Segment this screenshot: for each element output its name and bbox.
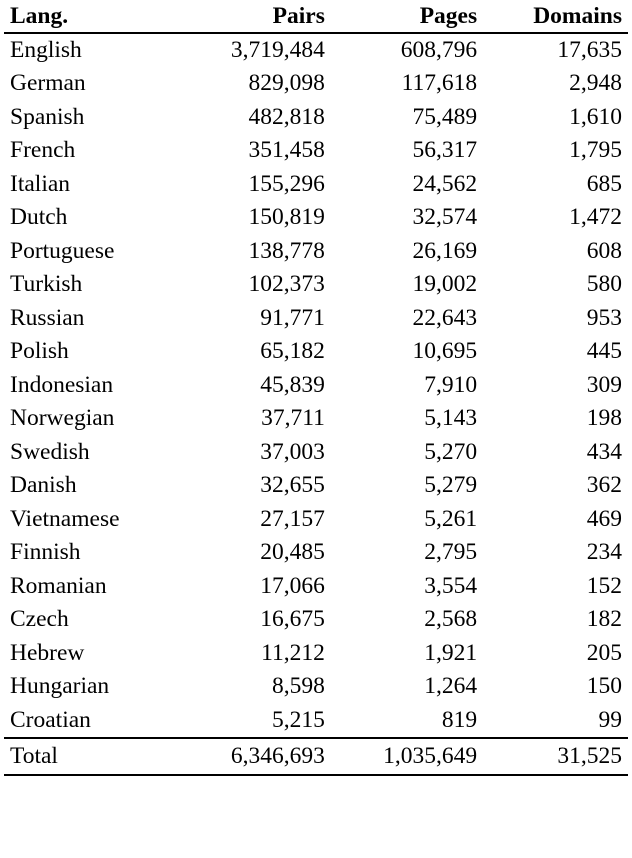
cell-domains-total: 31,525 xyxy=(483,738,628,774)
cell-lang: Vietnamese xyxy=(10,505,120,532)
cell-lang: Polish xyxy=(10,338,69,364)
cell-lang: Romanian xyxy=(10,572,107,599)
table-header xyxy=(4,0,628,33)
table-row xyxy=(4,469,628,503)
cell-domains: 2,948 xyxy=(569,70,622,96)
cell-pairs: 37,003 xyxy=(260,438,325,465)
cell-domains: 445 xyxy=(586,338,622,364)
cell-pages: 10,695 xyxy=(412,338,478,364)
table-row xyxy=(4,603,628,637)
cell-lang: German xyxy=(10,70,86,96)
cell-domains: 150 xyxy=(586,673,622,699)
table-row xyxy=(4,67,628,101)
table-row xyxy=(4,101,628,135)
cell-domains: 608 xyxy=(586,237,622,264)
cell-domains: 309 xyxy=(586,371,622,398)
table-row xyxy=(4,503,628,537)
cell-domains: 1,472 xyxy=(569,204,622,230)
cell-domains: 152 xyxy=(586,572,622,599)
cell-pairs: 11,212 xyxy=(261,639,325,666)
cell-pages: 26,169 xyxy=(412,237,478,264)
table-bottom-rule xyxy=(4,774,628,776)
cell-domains: 469 xyxy=(586,505,622,532)
cell-lang: Russian xyxy=(10,304,85,331)
cell-domains: 17,635 xyxy=(557,36,622,63)
table-row xyxy=(4,637,628,671)
table-row xyxy=(4,670,628,704)
cell-lang: Czech xyxy=(10,606,69,632)
column-header-pages: Pages xyxy=(331,0,483,33)
table-row xyxy=(4,201,628,235)
cell-lang: Hebrew xyxy=(10,639,85,666)
cell-lang: Norwegian xyxy=(10,405,115,431)
table-row xyxy=(4,536,628,570)
cell-pages: 22,643 xyxy=(412,304,478,331)
table-total-row xyxy=(4,738,628,774)
table-row xyxy=(4,335,628,369)
cell-pairs: 32,655 xyxy=(260,472,325,498)
cell-lang: Italian xyxy=(10,170,71,197)
language-statistics-table xyxy=(4,0,628,774)
cell-pairs: 65,182 xyxy=(260,338,325,364)
cell-pairs: 5,215 xyxy=(271,706,325,733)
cell-lang-total: Total xyxy=(4,738,179,774)
cell-pages: 56,317 xyxy=(412,137,478,163)
cell-pairs: 155,296 xyxy=(248,170,325,197)
cell-pages-total: 1,035,649 xyxy=(331,738,483,774)
cell-domains: 434 xyxy=(586,438,622,465)
cell-pages: 19,002 xyxy=(412,271,478,297)
cell-pages: 2,568 xyxy=(424,606,478,632)
cell-lang: Indonesian xyxy=(10,371,114,398)
cell-domains: 362 xyxy=(586,472,622,498)
cell-lang: French xyxy=(10,137,76,163)
cell-pairs-total: 6,346,693 xyxy=(179,738,331,774)
cell-pairs: 150,819 xyxy=(248,204,325,230)
cell-pages: 5,143 xyxy=(424,405,478,431)
table-row xyxy=(4,168,628,202)
cell-lang: Turkish xyxy=(10,271,83,297)
cell-lang: Finnish xyxy=(10,539,81,565)
cell-pages: 7,910 xyxy=(424,371,478,398)
table-row xyxy=(4,268,628,302)
cell-pages: 1,921 xyxy=(424,639,478,666)
cell-pairs: 8,598 xyxy=(271,673,325,699)
cell-pairs: 482,818 xyxy=(248,103,325,130)
table-row xyxy=(4,302,628,336)
table-body xyxy=(4,33,628,774)
table-header-row xyxy=(4,0,628,33)
table-row xyxy=(4,235,628,269)
cell-pairs: 27,157 xyxy=(260,505,325,532)
cell-pages: 75,489 xyxy=(412,103,478,130)
cell-lang: Swedish xyxy=(10,438,90,465)
cell-pages: 819 xyxy=(441,706,478,733)
cell-domains: 1,610 xyxy=(569,103,622,130)
cell-pairs: 351,458 xyxy=(248,137,325,163)
cell-pairs: 45,839 xyxy=(260,371,325,398)
table-row xyxy=(4,570,628,604)
cell-lang: Croatian xyxy=(10,706,91,733)
table-row xyxy=(4,33,628,68)
cell-domains: 182 xyxy=(586,606,622,632)
table-row xyxy=(4,436,628,470)
cell-pages: 32,574 xyxy=(412,204,478,230)
cell-lang: Spanish xyxy=(10,103,85,130)
column-header-domains: Domains xyxy=(483,0,628,33)
table-row xyxy=(4,134,628,168)
cell-lang: Hungarian xyxy=(10,673,110,699)
cell-lang: Portuguese xyxy=(10,237,115,264)
cell-domains: 205 xyxy=(586,639,622,666)
cell-pairs: 102,373 xyxy=(248,271,325,297)
cell-pages: 5,270 xyxy=(424,438,478,465)
cell-lang: Danish xyxy=(10,472,77,498)
cell-domains: 953 xyxy=(586,304,622,331)
cell-domains: 198 xyxy=(586,405,622,431)
cell-domains: 99 xyxy=(598,706,622,733)
cell-pages: 3,554 xyxy=(424,572,478,599)
cell-domains: 580 xyxy=(586,271,622,297)
column-header-lang: Lang. xyxy=(4,0,179,33)
cell-lang: Dutch xyxy=(10,204,68,230)
cell-pairs: 17,066 xyxy=(260,572,325,599)
table-row xyxy=(4,704,628,739)
cell-lang: English xyxy=(10,36,82,63)
cell-pairs: 829,098 xyxy=(248,70,325,96)
table-row xyxy=(4,402,628,436)
cell-domains: 685 xyxy=(586,170,622,197)
cell-pages: 24,562 xyxy=(412,170,478,197)
cell-pairs: 91,771 xyxy=(260,304,325,331)
table-row xyxy=(4,369,628,403)
cell-pages: 2,795 xyxy=(424,539,478,565)
cell-pages: 608,796 xyxy=(400,36,478,63)
cell-pages: 5,261 xyxy=(424,505,478,532)
cell-pairs: 37,711 xyxy=(261,405,325,431)
cell-domains: 1,795 xyxy=(569,137,622,163)
cell-domains: 234 xyxy=(586,539,622,565)
cell-pairs: 3,719,484 xyxy=(230,36,325,63)
cell-pages: 1,264 xyxy=(424,673,478,699)
cell-pages: 117,618 xyxy=(401,70,478,96)
cell-pairs: 16,675 xyxy=(260,606,325,632)
cell-pages: 5,279 xyxy=(424,472,478,498)
cell-pairs: 138,778 xyxy=(248,237,325,264)
column-header-pairs: Pairs xyxy=(179,0,331,33)
cell-pairs: 20,485 xyxy=(260,539,325,565)
